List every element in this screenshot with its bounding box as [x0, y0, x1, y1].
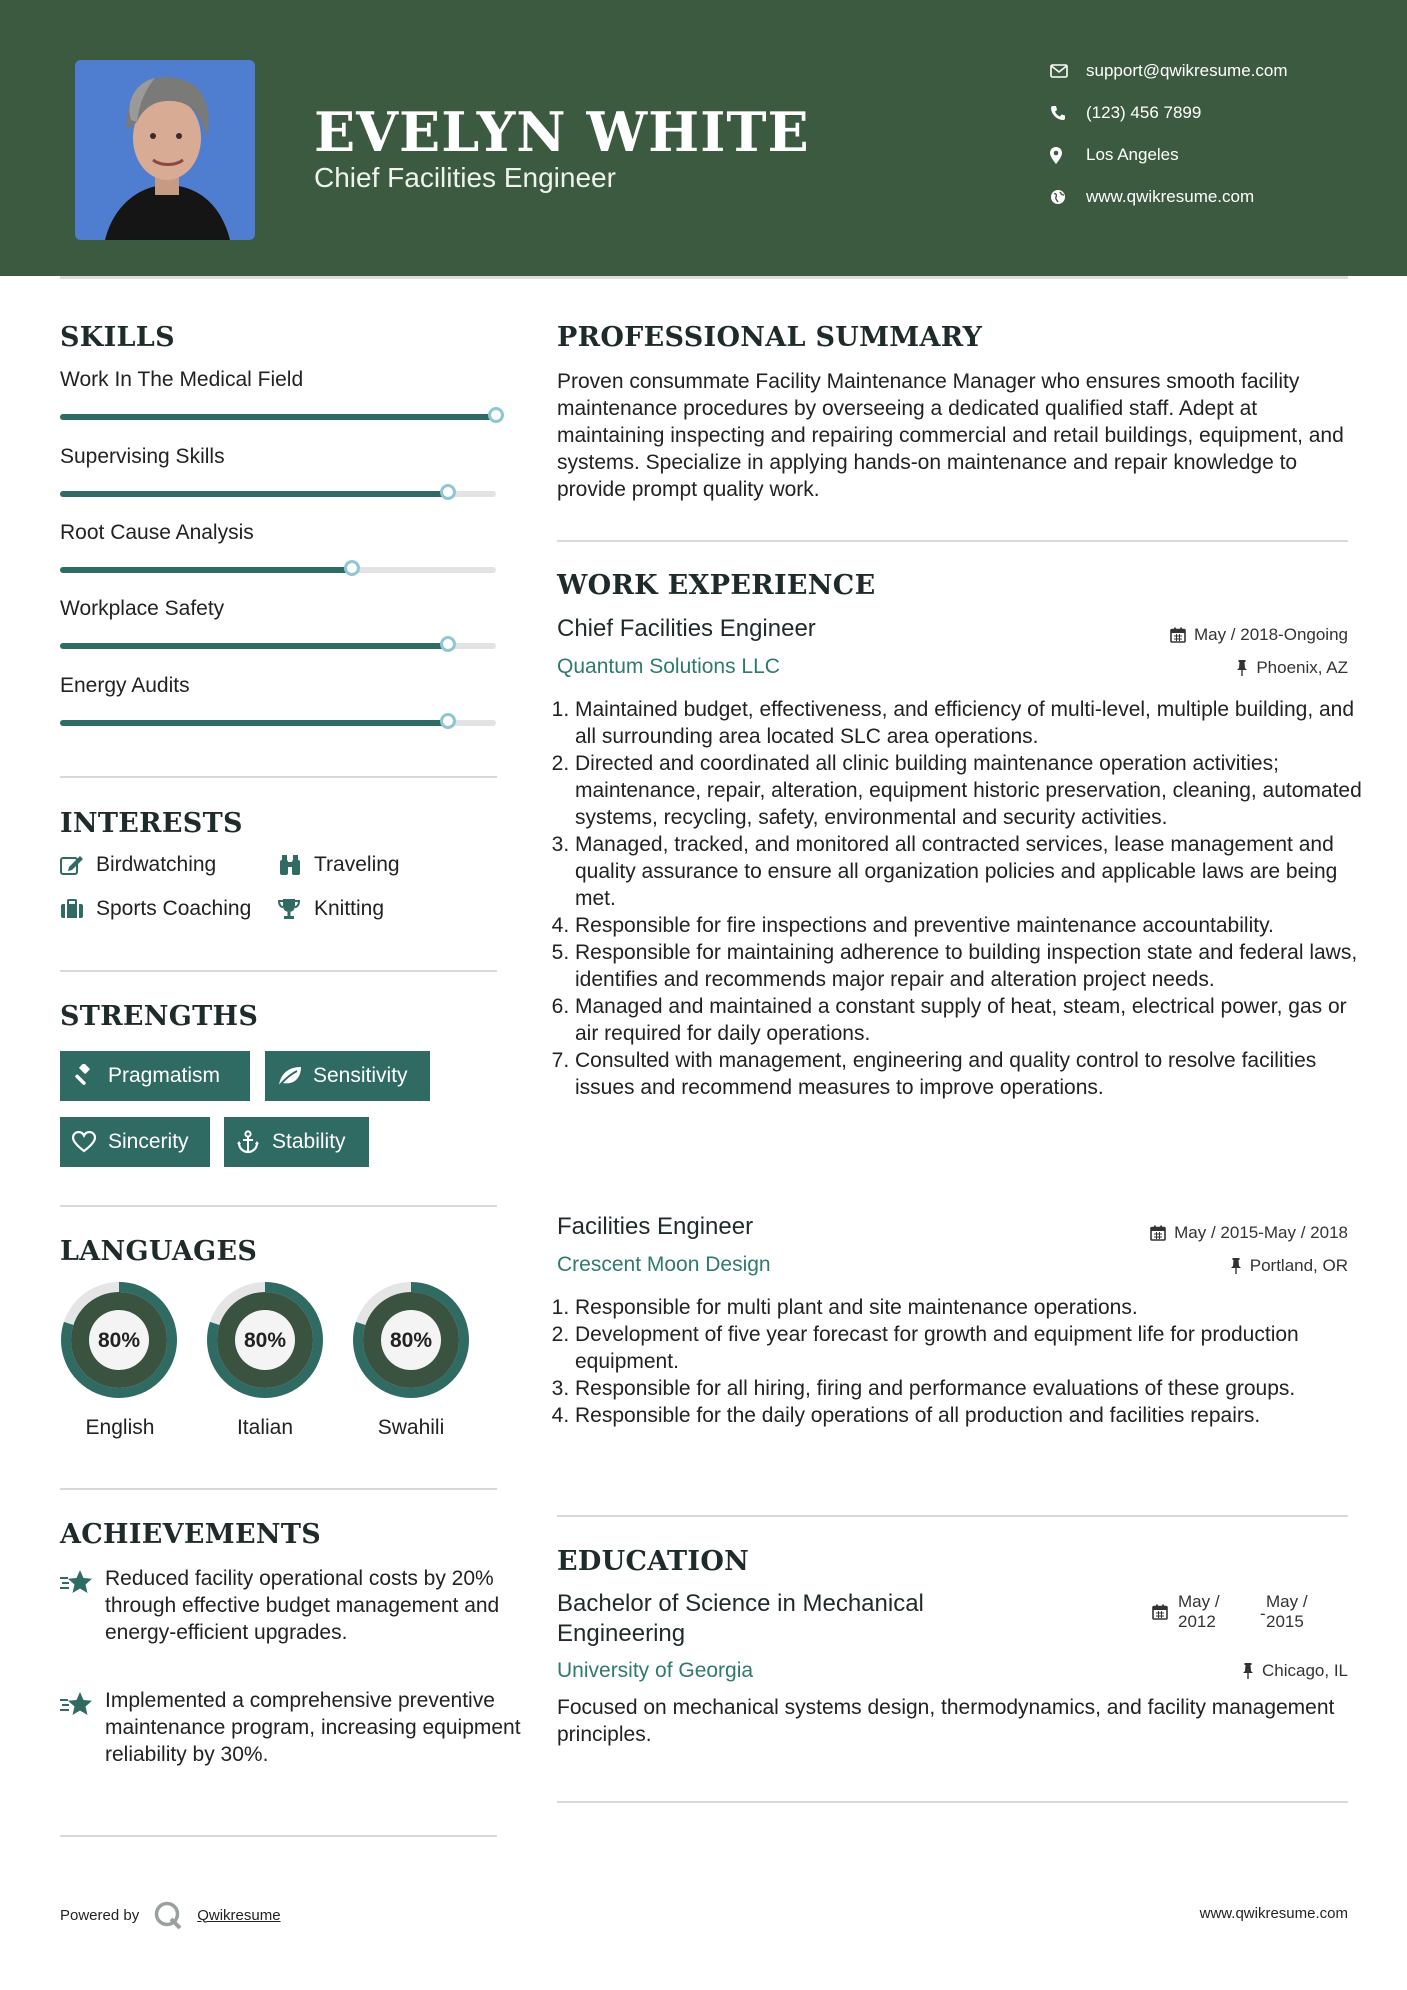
duty-item: 3. Responsible for all hiring, firing and performance evaluations of these groups. — [575, 1375, 1375, 1402]
section-divider — [60, 970, 497, 972]
edu-start-month: May / — [1178, 1592, 1220, 1611]
language-label: Swahili — [377, 1416, 445, 1439]
qwikresume-link[interactable]: Qwikresume — [197, 1906, 281, 1924]
phone-icon — [1050, 105, 1086, 121]
section-divider — [557, 540, 1348, 542]
language-ring — [58, 1279, 180, 1406]
languages-heading: LANGUAGES — [60, 1236, 258, 1267]
skill-label: Root Cause Analysis — [60, 521, 254, 544]
skill-bar — [60, 414, 496, 420]
duty-item: 3. Managed, tracked, and monitored all contracted services, lease management and quality assurance to ensure all organization policies and applicable laws are being met. — [575, 831, 1375, 912]
contact-email[interactable] — [1050, 56, 1380, 86]
language-ring — [204, 1279, 326, 1406]
skill-bar-fill — [60, 491, 448, 497]
strength-chip — [265, 1051, 430, 1101]
skill-bar-fill — [60, 720, 448, 726]
phone-text: (123) 456 7899 — [1086, 103, 1202, 122]
duty-item: 4. Responsible for fire inspections and preventive maintenance accountability. — [575, 912, 1375, 939]
footer-powered-by — [60, 1900, 281, 1930]
strength-label: Stability — [272, 1130, 346, 1153]
website-text: www.qwikresume.com — [1086, 187, 1255, 206]
section-divider — [60, 776, 497, 778]
candidate-title: Chief Facilities Engineer — [314, 162, 616, 193]
language-percent: 80% — [243, 1329, 287, 1352]
skill-bar — [60, 491, 496, 497]
trophy-icon — [278, 898, 314, 920]
calendar-icon — [1150, 1225, 1166, 1241]
job-location-text: Portland, OR — [1249, 1256, 1348, 1275]
skill-label: Work In The Medical Field — [60, 368, 304, 391]
interests-heading: INTERESTS — [60, 808, 243, 839]
edu-start-year: 2012 — [1178, 1612, 1216, 1631]
achievement-item — [60, 1565, 500, 1675]
edu-end-year: 2015 — [1266, 1612, 1304, 1631]
degree-line-1: Bachelor of Science in Mechanical — [557, 1590, 924, 1617]
duty-item: 2. Development of five year forecast for growth and equipment life for production equipment. — [575, 1321, 1375, 1375]
contact-location — [1050, 140, 1380, 170]
job-dates-text: May / 2018-Ongoing — [1193, 625, 1348, 644]
skill-bar-knob — [440, 484, 456, 500]
experience-heading: WORK EXPERIENCE — [557, 570, 876, 601]
strength-chip — [224, 1117, 369, 1167]
pushpin-icon — [1242, 1663, 1254, 1679]
duty-item: 5. Responsible for maintaining adherence to building inspection state and federal laws, identifies and recommends major repair and alteration project needs. — [575, 939, 1375, 993]
email-text: support@qwikresume.com — [1086, 61, 1288, 80]
education-heading: EDUCATION — [557, 1546, 750, 1577]
powered-by-text: Powered by — [60, 1906, 140, 1924]
duty-item: 1. Maintained budget, effectiveness, and efficiency of multi-level, multiple building, and all surrounding area located SLC area operations. — [575, 696, 1375, 750]
education-description: Focused on mechanical systems design, thermodynamics, and facility management principles. — [557, 1696, 1335, 1746]
strength-label: Sensitivity — [313, 1064, 408, 1087]
candidate-name: EVELYN WHITE — [314, 100, 810, 164]
job-title: Chief Facilities Engineer — [557, 615, 816, 642]
calendar-icon — [1152, 1604, 1168, 1625]
globe-icon — [1050, 189, 1086, 205]
language-donut — [204, 1279, 326, 1401]
header-divider — [60, 276, 1348, 279]
profile-photo — [75, 60, 255, 240]
section-divider — [557, 1515, 1348, 1517]
interest-label: Traveling — [314, 853, 400, 876]
achievement-item — [60, 1687, 521, 1797]
interest-label: Sports Coaching — [96, 897, 252, 920]
skill-bar-fill — [60, 567, 352, 573]
company-name: Quantum Solutions LLC — [557, 655, 780, 678]
contact-phone[interactable] — [1050, 98, 1380, 128]
section-divider — [60, 1835, 497, 1837]
skill-bar-fill — [60, 414, 496, 420]
summary-text: Proven consummate Facility Maintenance Manager who ensures smooth facility maintenance procedures by overseeing a dedicated qualified staff. Adept at maintaining inspecting and repairing commercial and retail buildings, equipment, and systems. Specialize in applying hands-on maintenance and repair knowledge to provide prompt quality work. — [557, 370, 1344, 501]
interest-label: Birdwatching — [96, 853, 217, 876]
duty-item: 4. Responsible for the daily operations of all production and facilities repairs. — [575, 1402, 1375, 1429]
map-pin-icon — [1050, 147, 1086, 164]
skill-label: Energy Audits — [60, 674, 190, 697]
interest-item — [60, 853, 216, 877]
star-award-icon — [60, 1691, 94, 1724]
achievement-text: Implemented a comprehensive preventive maintenance program, increasing equipment reliability by 30%. — [105, 1689, 521, 1766]
duty-item: 7. Consulted with management, engineering and quality control to resolve facilities issues and recommend measures to improve operations. — [575, 1047, 1375, 1101]
section-divider — [60, 1205, 497, 1207]
interest-item — [278, 897, 384, 921]
qwikresume-logo-icon — [153, 1900, 183, 1930]
footer-site-link[interactable]: www.qwikresume.com — [1199, 1905, 1348, 1922]
interest-label: Knitting — [314, 897, 385, 920]
job-location — [1230, 1256, 1348, 1276]
job-dates — [1170, 625, 1348, 645]
skill-bar — [60, 643, 496, 649]
skill-bar — [60, 720, 496, 726]
job-duties-list — [557, 1294, 1375, 1429]
education-dates — [1152, 1592, 1312, 1632]
school-name: University of Georgia — [557, 1659, 754, 1682]
skill-bar-fill — [60, 643, 448, 649]
job-duties-list — [557, 696, 1375, 1101]
language-label: Italian — [236, 1416, 294, 1439]
portrait-image — [75, 60, 255, 240]
strength-chip — [60, 1117, 210, 1167]
resume-header — [0, 0, 1407, 276]
company-name: Crescent Moon Design — [557, 1253, 771, 1276]
skill-bar-knob — [488, 407, 504, 423]
education-location-text: Chicago, IL — [1262, 1661, 1348, 1680]
calendar-icon — [1170, 627, 1186, 643]
location-text: Los Angeles — [1086, 145, 1179, 164]
duty-item: 1. Responsible for multi plant and site maintenance operations. — [575, 1294, 1375, 1321]
section-divider — [60, 1488, 497, 1490]
skill-bar-knob — [440, 636, 456, 652]
language-percent: 80% — [97, 1329, 141, 1352]
job-title: Facilities Engineer — [557, 1213, 754, 1240]
degree-line-2: Engineering — [557, 1620, 686, 1647]
job-dates — [1150, 1223, 1348, 1243]
leaf-icon — [277, 1065, 313, 1087]
briefcase-icon — [60, 899, 96, 919]
skill-bar — [60, 567, 496, 573]
language-donut — [58, 1279, 180, 1401]
section-divider — [557, 1801, 1348, 1803]
pushpin-icon — [1236, 660, 1248, 676]
binoculars-icon — [278, 854, 314, 876]
heart-icon — [72, 1131, 108, 1153]
pushpin-icon — [1230, 1258, 1242, 1274]
achievement-text: Reduced facility operational costs by 20% through effective budget management and energy-efficient upgrades. — [105, 1567, 500, 1644]
language-ring — [350, 1279, 472, 1406]
job-location — [1236, 658, 1348, 678]
skills-heading: SKILLS — [60, 322, 175, 353]
edit-icon — [60, 854, 96, 876]
achievements-heading: ACHIEVEMENTS — [60, 1519, 322, 1550]
job-dates-text: May / 2015-May / 2018 — [1174, 1223, 1348, 1242]
anchor-icon — [236, 1130, 272, 1154]
job-location-text: Phoenix, AZ — [1256, 658, 1348, 677]
interest-item — [60, 897, 251, 921]
skill-bar-knob — [344, 560, 360, 576]
language-percent: 80% — [389, 1329, 433, 1352]
skill-bar-knob — [440, 713, 456, 729]
strength-chip — [60, 1051, 250, 1101]
star-award-icon — [60, 1569, 94, 1602]
contact-website[interactable] — [1050, 182, 1380, 212]
duty-item: 6. Managed and maintained a constant supply of heat, steam, electrical power, gas or air required for daily operations. — [575, 993, 1375, 1047]
strength-label: Sincerity — [108, 1130, 189, 1153]
strength-label: Pragmatism — [108, 1064, 221, 1087]
gavel-icon — [72, 1064, 108, 1088]
interest-item — [278, 853, 400, 877]
edu-end-month: May / — [1266, 1592, 1308, 1611]
strengths-heading: STRENGTHS — [60, 1001, 259, 1032]
edu-date-dash: - — [1260, 1604, 1266, 1623]
skill-label: Workplace Safety — [60, 597, 225, 620]
language-label: English — [85, 1416, 155, 1439]
envelope-icon — [1050, 64, 1086, 78]
summary-heading: PROFESSIONAL SUMMARY — [557, 322, 983, 353]
education-location — [1242, 1661, 1348, 1681]
language-donut — [350, 1279, 472, 1401]
duty-item: 2. Directed and coordinated all clinic building maintenance operation activities; maintenance, repair, alteration, equipment historic preservation, cleaning, automated systems, recycling, safety, environmental and security activities. — [575, 750, 1375, 831]
skill-label: Supervising Skills — [60, 445, 225, 468]
